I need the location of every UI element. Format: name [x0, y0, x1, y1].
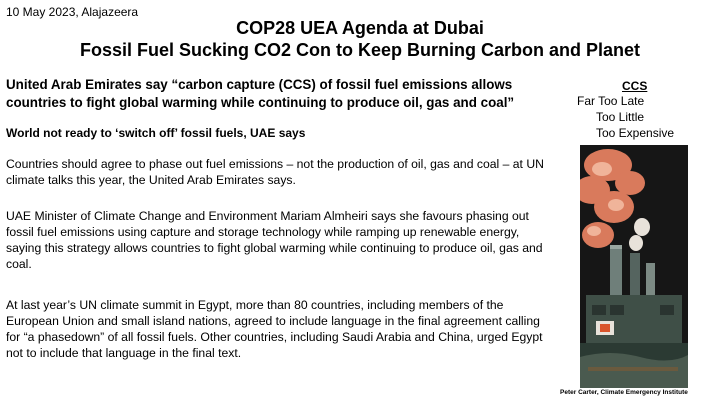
ccs-item-far-too-late: Far Too Late [577, 94, 645, 108]
article-paragraph-3: At last year’s UN climate summit in Egypt, more than 80 countries, including members of the European Union and small island nations, agreed to include language in the final agreement calling for “a phasedown” of all fossil fuels. Other countries, including Saudi Arabia and China, urged Egypt not to include that language in the final text. [6, 298, 543, 360]
date-source: 10 May 2023, Alajazeera [6, 5, 139, 19]
ccs-heading: CCS [622, 79, 648, 93]
industrial-smokestack-illustration [580, 145, 688, 388]
slide-title-line-1: COP28 UEA Agenda at Dubai [236, 18, 484, 38]
lead-quote: United Arab Emirates say “carbon capture (CCS) of fossil fuel emissions allows countries to fight global warming while continuing to produce oil, gas and coal” [6, 77, 515, 110]
ccs-item-too-expensive: Too Expensive [596, 126, 675, 140]
article-subhead: World not ready to ‘switch off’ fossil fuels, UAE says [6, 126, 306, 140]
article-paragraph-1: Countries should agree to phase out fuel emissions – not the production of oil, gas and coal – at UN climate talks this year, the United Arab Emirates says. [6, 157, 544, 187]
author-credit: Peter Carter, Climate Emergency Institute [560, 389, 688, 396]
slide-title-line-2: Fossil Fuel Sucking CO2 Con to Keep Burning Carbon and Planet [79, 40, 641, 60]
article-paragraph-2: UAE Minister of Climate Change and Environment Mariam Almheiri says she favours phasing out fossil fuel emissions using capture and storage technology while ramping up renewable energy, saying this strategy allows countries to fight global warming while continuing to produce oil, gas and coal. [6, 209, 543, 271]
ccs-item-too-little: Too Little [596, 110, 645, 124]
